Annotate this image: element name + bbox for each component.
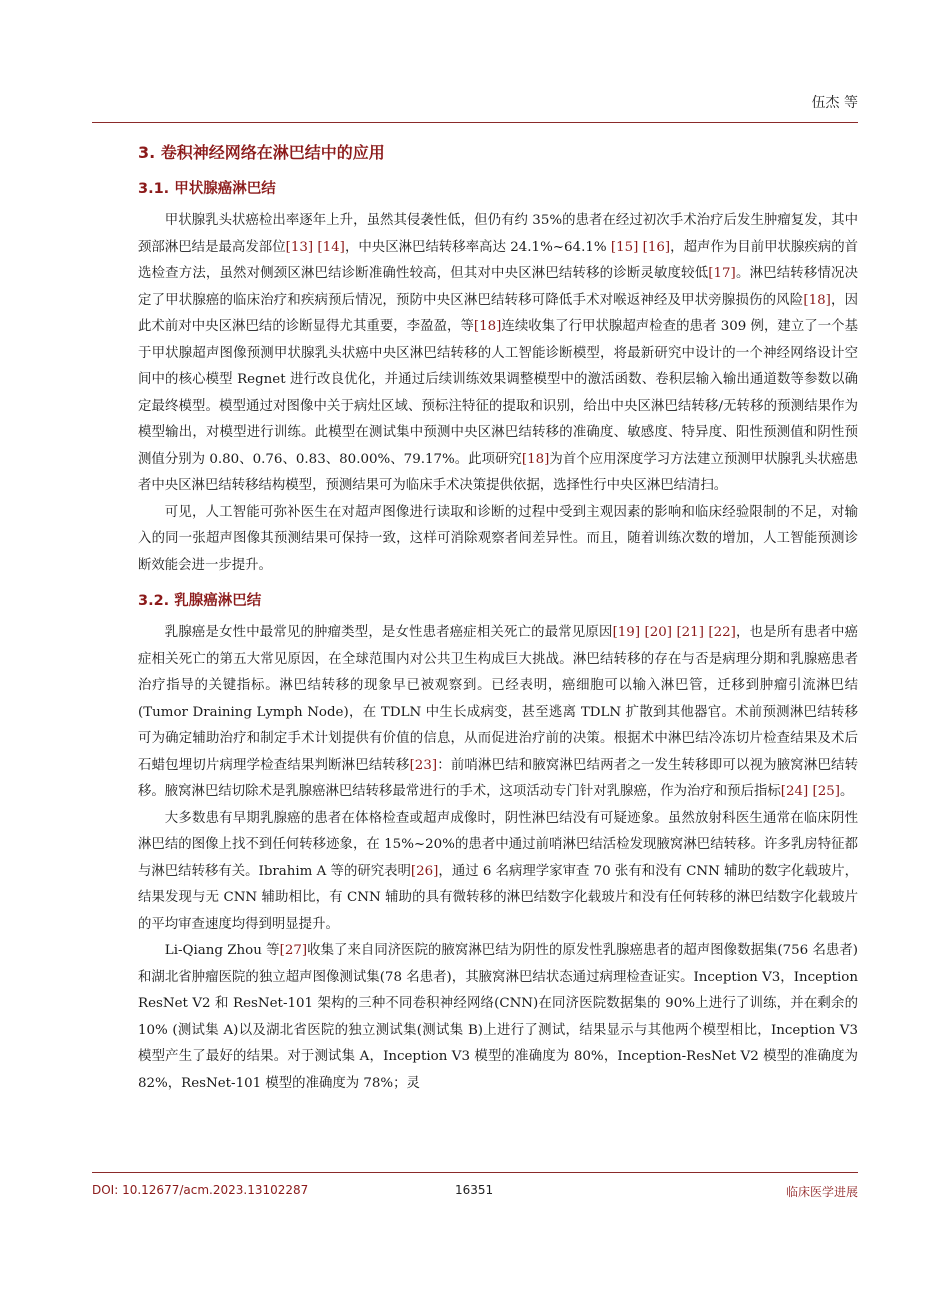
text: 连续收集了行甲状腺超声检查的患者 309 例，建立了一个基于甲状腺超声图像预测甲状腺乳头状癌中央区淋巴结转移的人工智能诊断模型，将最新研究中设计的一个神经网络设计空间中的核心模型 Regnet 进行改良优化，并通过后续训练效果调整模型中的激活函数、卷积层输入输出通道数等参数以确定最终模型。模型通过对图像中关于病灶区域、预标注特征的提取和识别，给出中央区淋巴结转移/无转移的预测结果作为模型输出，对模型进行训练。此模型在测试集中预测中央区淋巴结转移的准确度、敏感度、特异度、阳性预测值和阴性预测值分别为 0.80、0.76、0.83、80.00%、79.17%。此项研究 — [138, 319, 858, 467]
text: ，中央区淋巴结转移率高达 24.1%~64.1% — [344, 239, 611, 255]
text: Li-Qiang Zhou 等 — [164, 943, 280, 958]
paragraph-breast-3 — [138, 938, 858, 1097]
citation-link[interactable]: [26] — [410, 863, 439, 879]
text: ，因此术前对中央区淋巴结的诊断显得尤其重要，李盈盈，等 — [138, 292, 859, 334]
article-body — [138, 140, 858, 1097]
text: ：前哨淋巴结和腋窝淋巴结两者之一发生转移即可以视为腋窝淋巴结转移。腋窝淋巴结切除术是乳腺癌淋巴结转移最常进行的手术，这项活动专门针对乳腺癌，作为治疗和预后指标 — [138, 757, 859, 799]
citation-link[interactable]: [14] — [317, 239, 345, 255]
text: 甲状腺乳头状癌检出率逐年上升，虽然其侵袭性低，但仍有约 35%的患者在经过初次手术治疗后发生肿瘤复发，其中颈部淋巴结是最高发部位 — [138, 213, 858, 255]
citation-link[interactable]: [17] — [708, 266, 736, 281]
paragraph-breast-2 — [138, 806, 858, 939]
citation-link[interactable]: [24] — [780, 784, 809, 799]
text: ，超声作为目前甲状腺疾病的首选检查方法，虽然对侧颈区淋巴结诊断准确性较高，但其对中央区淋巴结转移的诊断灵敏度较低 — [138, 239, 859, 281]
citation-link[interactable]: [18] — [803, 292, 831, 308]
footer-page-number: 16351 — [455, 1183, 494, 1197]
citation-link[interactable]: [13] — [285, 239, 314, 255]
text: 。 — [840, 784, 854, 799]
text: 。淋巴结转移情况决定了甲状腺癌的临床治疗和疾病预后情况，预防中央区淋巴结转移可降低手术对喉返神经及甲状旁腺损伤的风险 — [138, 266, 859, 308]
citation-link[interactable]: [19] — [612, 625, 641, 640]
citation-link[interactable]: [18] — [521, 451, 550, 467]
header-author: 伍杰 等 — [811, 95, 858, 111]
citation-link[interactable]: [16] — [642, 239, 671, 255]
text: 可见，人工智能可弥补医生在对超声图像进行读取和诊断的过程中受到主观因素的影响和临床经验限制的不足，对输入的同一张超声图像其预测结果可保持一致，这样可消除观察者间差异性。而且，随着训练次数的增加，人工智能预测诊断效能会进一步提升。 — [138, 504, 858, 573]
footer-doi[interactable]: DOI: 10.12677/acm.2023.13102287 — [92, 1183, 309, 1197]
text: 为首个应用深度学习方法建立预测甲状腺乳头状癌患者中央区淋巴结转移结构模型，预测结果可为临床手术决策提供依据，选择性行中央区淋巴结清扫。 — [138, 451, 858, 493]
paragraph-thyroid-2 — [138, 500, 858, 580]
paragraph-breast-1 — [138, 620, 858, 806]
section-title: 3. 卷积神经网络在淋巴结中的应用 — [138, 143, 385, 162]
citation-link[interactable]: [21] — [676, 625, 704, 640]
text: 乳腺癌是女性中最常见的肿瘤类型，是女性患者癌症相关死亡的最常见原因 — [164, 625, 613, 640]
citation-link[interactable]: [18] — [473, 319, 502, 334]
text: ，也是所有患者中癌症相关死亡的第五大常见原因，在全球范围内对公共卫生构成巨大挑战。淋巴结转移的存在与否是病理分期和乳腺癌患者治疗指导的关键指标。淋巴结转移的现象早已被观察到。已经表明，癌细胞可以输入淋巴管，迁移到肿瘤引流淋巴结(Tumor Draining Lymph Node)，在 TDLN 中生长成病变，甚至逃离 TDLN 扩散到其他器官。术前预测淋巴结转移可为确定辅助治疗和制定手术计划提供有价值的信息，从而促进治疗前的决策。根据术中淋巴结冷冻切片检查结果及术后石蜡包埋切片病理学检查结果判断淋巴结转移 — [138, 625, 858, 773]
text: 大多数患有早期乳腺癌的患者在体格检查或超声成像时，阴性淋巴结没有可疑迹象。虽然放射科医生通常在临床阴性淋巴结的图像上找不到任何转移迹象，在 15%~20%的患者中通过前哨淋巴结活检发现腋窝淋巴结转移。许多乳房特征都与淋巴结转移有关。Ibrahim A 等的研究表明 — [138, 810, 858, 879]
citation-link[interactable]: [15] — [610, 239, 639, 255]
citation-link[interactable]: [20] — [644, 625, 672, 640]
footer-divider — [92, 1172, 858, 1173]
paragraph-thyroid-1 — [138, 208, 858, 500]
citation-link[interactable]: [27] — [279, 943, 308, 958]
header-divider — [92, 122, 858, 123]
text: ，通过 6 名病理学家审查 70 张有和没有 CNN 辅助的数字化载玻片，结果发现与无 CNN 辅助相比，有 CNN 辅助的具有微转移的淋巴结数字化载玻片和没有任何转移的淋巴结数字化载玻片的平均审查速度均得到明显提升。 — [138, 863, 858, 932]
citation-link[interactable]: [22] — [708, 625, 736, 640]
text: 收集了来自同济医院的腋窝淋巴结为阴性的原发性乳腺癌患者的超声图像数据集(756 名患者)和湖北省肿瘤医院的独立超声图像测试集(78 名患者)，其腋窝淋巴结状态通过病理检查证实。Inception V3，Inception ResNet V2 和 ResNet-101 架构的三种不同卷积神经网络(CNN)在同济医院数据集的 90%上进行了训练，并在剩余的 10% (测试集 A)以及湖北省医院的独立测试集(测试集 B)上进行了测试，结果显示与其他两个模型相比，Inception V3 模型产生了最好的结果。对于测试集 A，Inception V3 模型的准确度为 80%，Inception-ResNet V2 模型的准确度为 82%，ResNet-101 模型的准确度为 78%；灵 — [138, 943, 858, 1091]
subsection-title-breast: 3.2. 乳腺癌淋巴结 — [138, 593, 262, 609]
citation-link[interactable]: [23] — [409, 757, 438, 773]
footer-journal-name: 临床医学进展 — [785, 1185, 858, 1199]
citation-link[interactable]: [25] — [812, 784, 841, 799]
subsection-title-thyroid: 3.1. 甲状腺癌淋巴结 — [138, 181, 276, 197]
